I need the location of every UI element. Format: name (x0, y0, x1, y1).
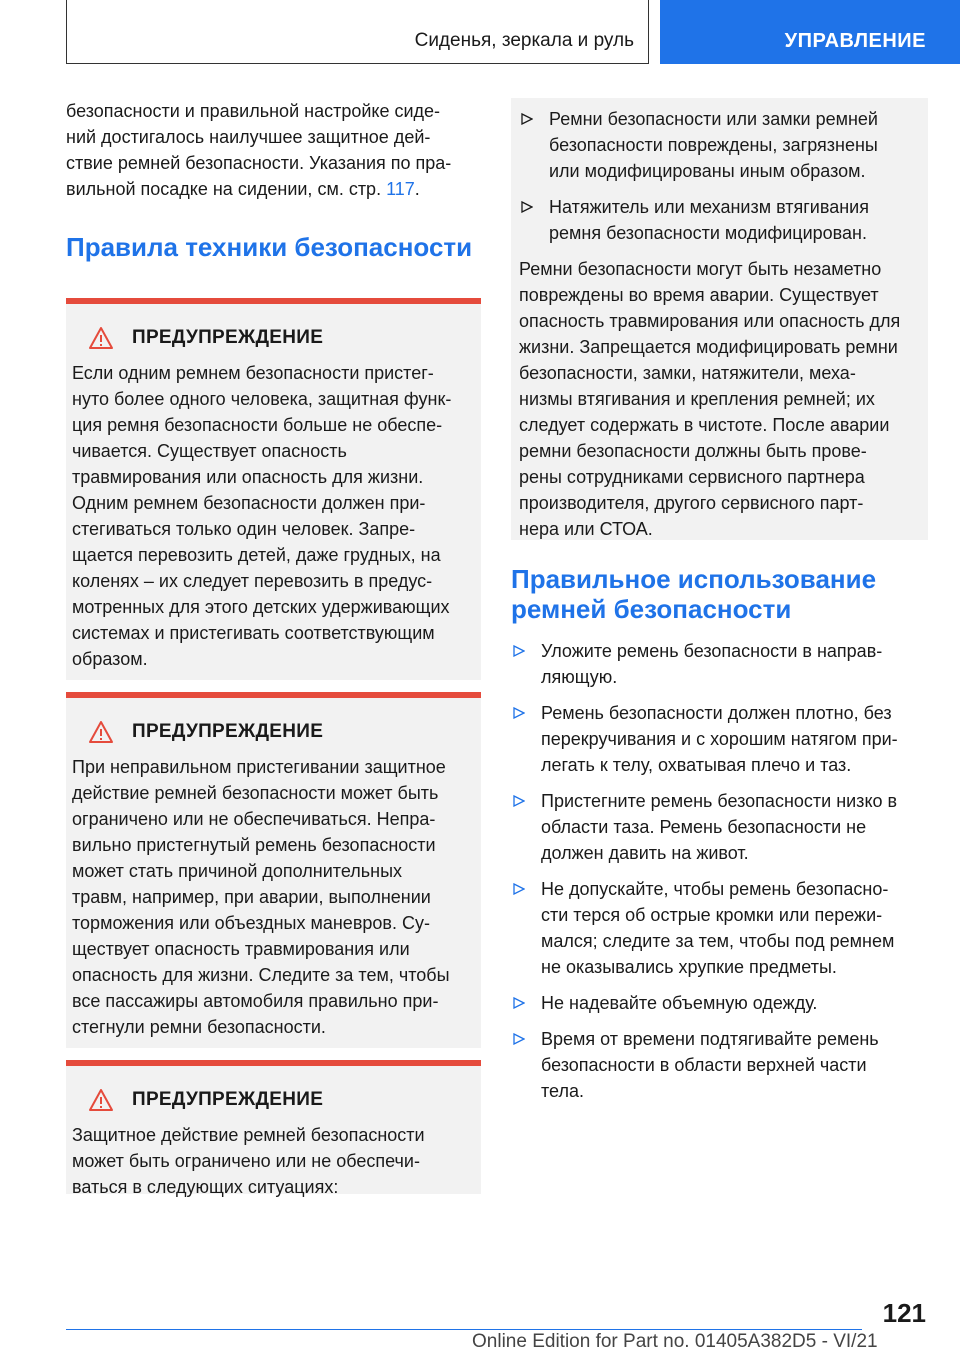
triangle-bullet-icon (513, 997, 525, 1009)
heading-line: ремней безопасности (511, 594, 792, 624)
paragraph-line: производителя, другого сервисного парт- (519, 493, 864, 513)
list-item-line: Не надевайте объемную одежду. (541, 993, 818, 1013)
triangle-bullet-icon (521, 113, 533, 125)
warning-line: травм, например, при аварии, выполнении (72, 887, 431, 907)
list-item-line: не оказывались хрупкие предметы. (541, 957, 837, 977)
paragraph-line: безопасности, замки, натяжители, меха- (519, 363, 856, 383)
warning-line: ограничено или не обеспечиваться. Непра- (72, 809, 436, 829)
warning-box (66, 692, 481, 1048)
list-item-line: Ремень безопасности должен плотно, без (541, 703, 892, 723)
paragraph-line: ремни безопасности должны быть прове- (519, 441, 867, 461)
warning-line: щается перевозить детей, даже грудных, на (72, 545, 441, 565)
warning-line: Защитное действие ремней безопасности (72, 1125, 425, 1145)
section-heading-usage (511, 564, 928, 624)
warning-title: ПРЕДУПРЕЖДЕНИЕ (132, 721, 324, 742)
triangle-bullet-icon (513, 1033, 525, 1045)
warning-line: ваться в следующих ситуациях: (72, 1177, 339, 1197)
list-item (511, 990, 928, 1016)
warning-header (72, 720, 467, 744)
warning-triangle-icon (88, 720, 114, 744)
list-item (511, 788, 928, 866)
warning-header (72, 326, 467, 350)
intro-line: ствие ремней безопасности. Указания по пра- (66, 153, 452, 173)
list-item-line: перекручивания и с хорошим натягом при- (541, 729, 898, 749)
warning-line: При неправильном пристегивании защитное (72, 757, 446, 777)
list-item (511, 638, 928, 690)
warning-line: чивается. Существует опасность (72, 441, 347, 461)
paragraph-line: Ремни безопасности могут быть незаметно (519, 259, 882, 279)
footer-edition: Online Edition for Part no. 01405A382D5 - VI/21 (472, 1331, 878, 1352)
paragraph-line: низмы втягивания и крепления ремней; их (519, 389, 875, 409)
warning-triangle-icon (88, 1088, 114, 1112)
list-item-line: Не допускайте, чтобы ремень безопасно- (541, 879, 889, 899)
header-chapter-tab[interactable] (660, 0, 960, 64)
list-item (511, 876, 928, 980)
warning-continuation-box (511, 98, 928, 540)
warning-line: системах и пристегивать соответствующим (72, 623, 435, 643)
warning-paragraph (519, 256, 918, 542)
warning-line: Если одним ремнем безопасности пристег- (72, 363, 434, 383)
intro-line: ний достигалось наилучшее защитное дей- (66, 127, 431, 147)
list-item-line: легать к телу, охватывая плечо и таз. (541, 755, 852, 775)
warning-line: образом. (72, 649, 148, 669)
warning-line: ция ремня безопасности больше не обеспе- (72, 415, 443, 435)
warning-line: нуто более одного человека, защитная функ- (72, 389, 452, 409)
list-item-line: или модифицированы иным образом. (549, 161, 866, 181)
header-section-title: Сиденья, зеркала и руль (414, 30, 634, 51)
list-item-line: безопасности повреждены, загрязнены (549, 135, 878, 155)
list-item-line: Ремни безопасности или замки ремней (549, 109, 878, 129)
warning-line: опасность для жизни. Следите за тем, чтобы (72, 965, 450, 985)
section-heading-safety: Правила техники безопасности (66, 232, 473, 262)
list-item-line: должен давить на живот. (541, 843, 749, 863)
paragraph-line: опасность травмирования или опасность для (519, 311, 901, 331)
list-item-line: Время от времени подтягивайте ремень (541, 1029, 879, 1049)
triangle-bullet-icon (513, 795, 525, 807)
left-column (66, 98, 481, 1197)
list-item (511, 700, 928, 778)
warning-line: мотренных для этого детских удерживающих (72, 597, 450, 617)
warning-line: торможения или объездных маневров. Су- (72, 913, 430, 933)
warning-title: ПРЕДУПРЕЖДЕНИЕ (132, 327, 324, 348)
warning-line: все пассажиры автомобиля правильно при- (72, 991, 439, 1011)
list-item (511, 1026, 928, 1104)
warning-line: действие ремней безопасности может быть (72, 783, 439, 803)
warning-line: коленях – их следует перевозить в предус- (72, 571, 433, 591)
warning-header (72, 1088, 467, 1112)
list-item-line: Уложите ремень безопасности в направ- (541, 641, 883, 661)
list-item-line: ремня безопасности модифицирован. (549, 223, 867, 243)
paragraph-line: жизни. Запрещается модифицировать ремни (519, 337, 898, 357)
list-item-line: безопасности в области верхней части (541, 1055, 867, 1075)
list-item-line: ляющую. (541, 667, 618, 687)
warning-line: вильно пристегнутый ремень безопасности (72, 835, 436, 855)
triangle-bullet-icon (521, 201, 533, 213)
list-item (519, 194, 918, 246)
warning-box (66, 1060, 481, 1197)
intro-paragraph (66, 98, 481, 232)
warning-triangle-icon (88, 326, 114, 350)
list-item-line: Натяжитель или механизм втягивания (549, 197, 869, 217)
warning-line: может стать причиной дополнительных (72, 861, 403, 881)
warning-line: стегнули ремни безопасности. (72, 1017, 326, 1037)
triangle-bullet-icon (513, 707, 525, 719)
list-item-line: мался; следите за тем, чтобы под ремнем (541, 931, 895, 951)
footer-divider (66, 1329, 862, 1330)
warning-line: Одним ремнем безопасности должен при- (72, 493, 426, 513)
list-item-line: сти терся об острые кромки или пережи- (541, 905, 883, 925)
triangle-bullet-icon (513, 883, 525, 895)
list-item (519, 106, 918, 184)
warning-box (66, 298, 481, 680)
intro-line: безопасности и правильной настройке сиде- (66, 101, 441, 121)
intro-line: вильной посадке на сидении, см. стр. 117. (66, 179, 420, 199)
usage-list (511, 638, 928, 1104)
heading-line: Правильное использование (511, 564, 877, 594)
header-chapter-title: УПРАВЛЕНИЕ (784, 30, 926, 52)
paragraph-line: рены сотрудниками сервисного партнера (519, 467, 865, 487)
header-section-box (66, 0, 649, 64)
list-item-line: области таза. Ремень безопасности не (541, 817, 867, 837)
page-number: 121 (882, 1298, 926, 1328)
paragraph-line: повреждены во время аварии. Существует (519, 285, 879, 305)
page-link[interactable]: 117 (386, 179, 415, 199)
warning-line: травмирования или опасность для жизни. (72, 467, 424, 487)
warning-line: может быть ограничено или не обеспечи- (72, 1151, 420, 1171)
list-item-line: Пристегните ремень безопасности низко в (541, 791, 898, 811)
warning-line: стегиваться только один человек. Запре- (72, 519, 416, 539)
warning-title: ПРЕДУПРЕЖДЕНИЕ (132, 1089, 324, 1110)
paragraph-line: следует содержать в чистоте. После аварии (519, 415, 890, 435)
triangle-bullet-icon (513, 645, 525, 657)
list-item-line: тела. (541, 1081, 584, 1101)
paragraph-line: нера или СТОА. (519, 519, 653, 539)
right-column (511, 98, 928, 1104)
warning-line: ществует опасность травмирования или (72, 939, 410, 959)
